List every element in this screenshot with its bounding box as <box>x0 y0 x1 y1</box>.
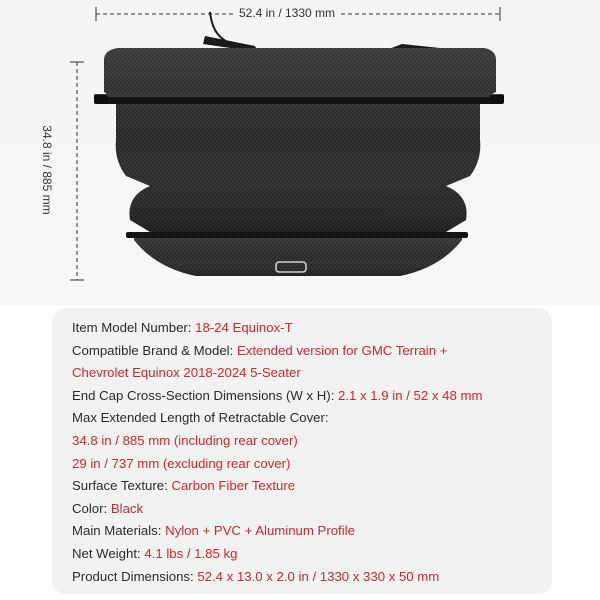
spec-max-length-excl: 29 in / 737 mm (excluding rear cover) <box>72 455 291 471</box>
spec-list <box>52 308 552 594</box>
spec-color: Color: Black <box>72 500 144 516</box>
spec-texture: Surface Texture: Carbon Fiber Texture <box>72 478 296 494</box>
spec-max-length-incl: 34.8 in / 885 mm (including rear cover) <box>72 432 298 448</box>
spec-end-cap: End Cap Cross-Section Dimensions (W x H): 2.1 x 1.9 in / 52 x 48 mm <box>72 387 483 403</box>
spec-materials: Main Materials: Nylon + PVC + Aluminum Profile <box>72 523 355 539</box>
spec-model: Item Model Number: 18-24 Equinox-T <box>72 320 293 335</box>
spec-max-length: Max Extended Length of Retractable Cover: <box>72 410 329 426</box>
height-dimension-line <box>70 62 84 280</box>
spec-compatible: Compatible Brand & Model: Extended version for GMC Terrain + <box>72 342 448 358</box>
height-dimension-label: 34.8 in / 885 mm <box>38 70 54 270</box>
width-dimension-label: 52.4 in / 1330 mm <box>0 6 600 22</box>
spec-weight: Net Weight: 4.1 lbs / 1.85 kg <box>72 545 238 561</box>
spec-compatible-cont: Chevrolet Equinox 2018-2024 5-Seater <box>72 365 301 381</box>
spec-product-dims: Product Dimensions: 52.4 x 13.0 x 2.0 in / 1330 x 330 x 50 mm <box>72 568 440 584</box>
